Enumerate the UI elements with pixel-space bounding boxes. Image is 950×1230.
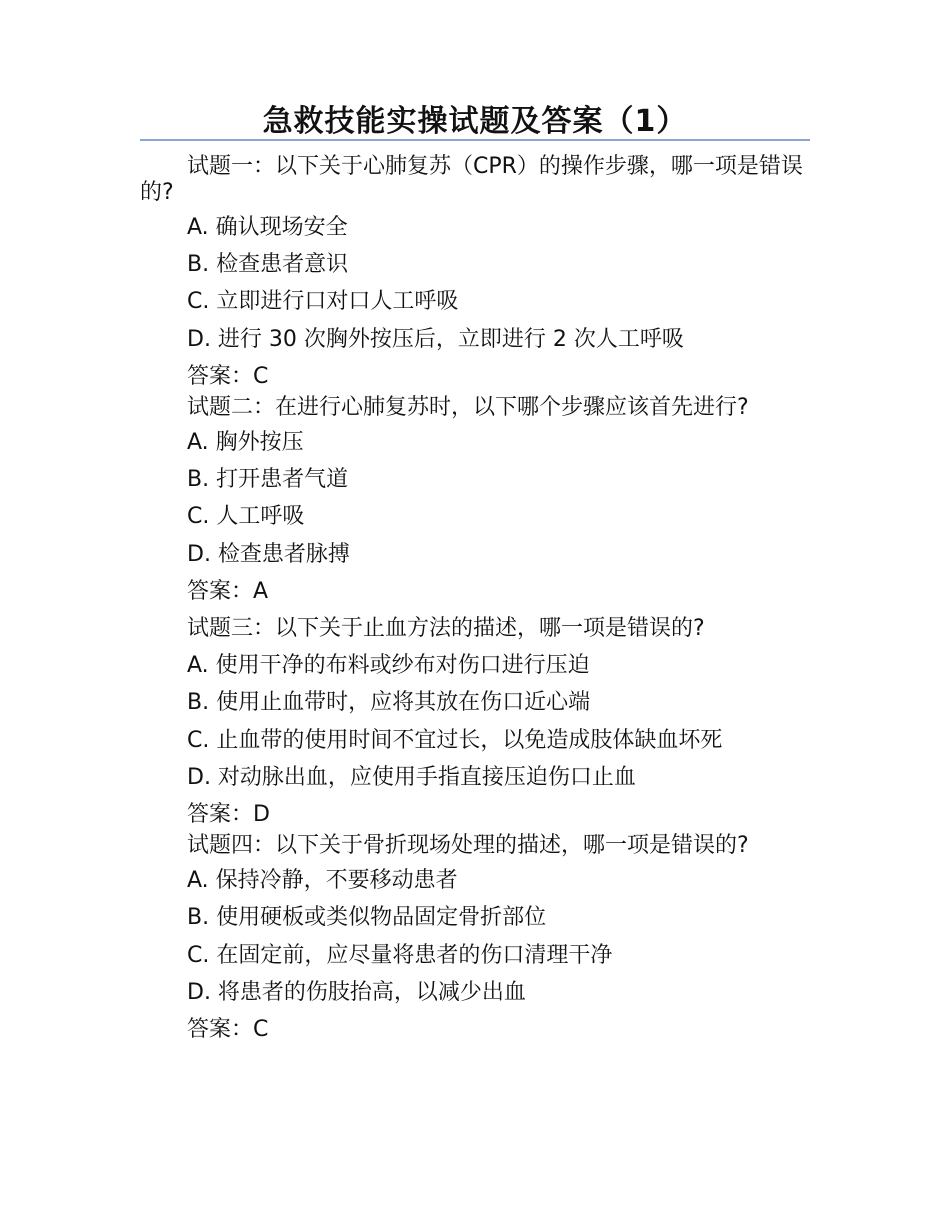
option-c: C. 止血带的使用时间不宜过长，以免造成肢体缺血坏死 — [187, 727, 723, 753]
option-a: A. 胸外按压 — [187, 430, 304, 456]
option-d: D. 对动脉出血，应使用手指直接压迫伤口止血 — [187, 764, 636, 790]
option-c: C. 立即进行口对口人工呼吸 — [187, 289, 459, 315]
option-a: A. 使用干净的布料或纱布对伤口进行压迫 — [187, 653, 590, 679]
answer-line: 答案：A — [187, 578, 269, 604]
option-d: D. 将患者的伤肢抬高，以减少出血 — [187, 979, 526, 1005]
answer-line: 答案：C — [187, 363, 269, 389]
answer-line: 答案：D — [187, 802, 270, 828]
option-d: D. 进行 30 次胸外按压后，立即进行 2 次人工呼吸 — [187, 326, 684, 352]
question-text: 试题三：以下关于止血方法的描述，哪一项是错误的? — [187, 616, 705, 642]
question-text: 试题二：在进行心肺复苏时，以下哪个步骤应该首先进行? — [187, 395, 749, 421]
question-block — [140, 610, 812, 833]
option-c: C. 人工呼吸 — [187, 504, 305, 530]
question-block — [140, 154, 812, 395]
question-block — [140, 833, 812, 1048]
question-text: 试题四：以下关于骨折现场处理的描述，哪一项是错误的? — [187, 833, 749, 859]
option-d: D. 检查患者脉搏 — [187, 541, 350, 567]
question-text: 试题一：以下关于心肺复苏（CPR）的操作步骤，哪一项是错误的? — [140, 154, 803, 205]
question-list — [140, 154, 812, 1048]
document-title: 急救技能实操试题及答案（1） — [262, 104, 688, 139]
question-block — [140, 395, 812, 610]
option-c: C. 在固定前，应尽量将患者的伤口清理干净 — [187, 942, 613, 968]
title-underline — [140, 139, 810, 141]
option-a: A. 保持冷静，不要移动患者 — [187, 868, 458, 894]
option-a: A. 确认现场安全 — [187, 215, 348, 240]
option-b: B. 打开患者气道 — [187, 467, 349, 493]
option-b: B. 检查患者意识 — [187, 252, 349, 278]
answer-line: 答案：C — [187, 1017, 269, 1043]
option-b: B. 使用止血带时，应将其放在伤口近心端 — [187, 690, 591, 716]
option-b: B. 使用硬板或类似物品固定骨折部位 — [187, 905, 547, 931]
